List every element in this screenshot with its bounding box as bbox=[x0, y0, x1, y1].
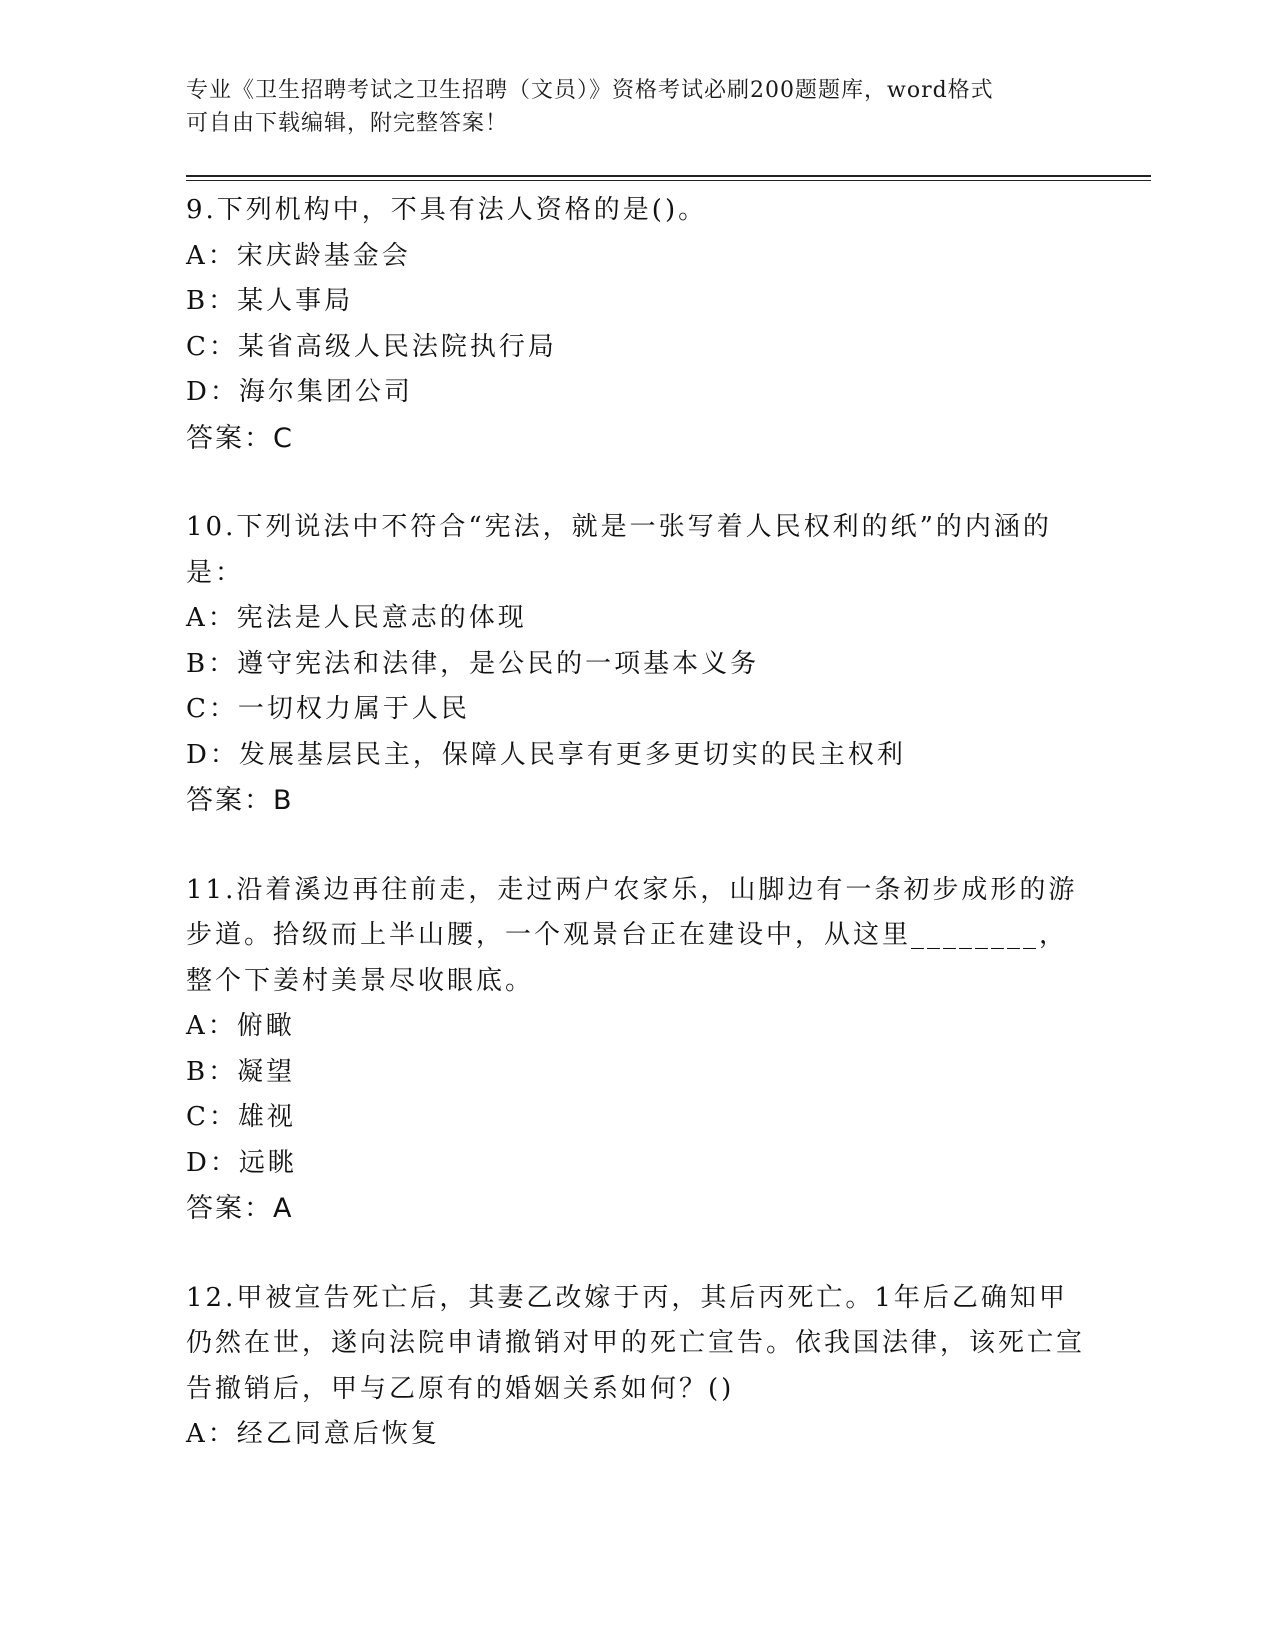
spacer bbox=[186, 1232, 1086, 1276]
option-a: A：宪法是人民意志的体现 bbox=[186, 603, 527, 633]
header-line-1: 专业《卫生招聘考试之卫生招聘（文员）》资格考试必刷200题题库，word格式 bbox=[186, 78, 994, 103]
header-divider bbox=[186, 175, 1151, 177]
answer-line: 答案：B bbox=[186, 785, 294, 816]
option-d: D：远眺 bbox=[186, 1147, 297, 1178]
option-a: A：宋庆龄基金会 bbox=[186, 240, 411, 271]
spacer bbox=[186, 461, 1086, 505]
option-d: D：发展基层民主，保障人民享有更多更切实的民主权利 bbox=[186, 739, 906, 770]
header-divider-thin bbox=[186, 180, 1151, 181]
option-a: A：经乙同意后恢复 bbox=[186, 1419, 440, 1449]
option-c: C：雄视 bbox=[186, 1102, 296, 1132]
document-header bbox=[186, 74, 1066, 140]
option-b: B：凝望 bbox=[186, 1056, 296, 1087]
spacer bbox=[186, 824, 1086, 868]
option-d: D：海尔集团公司 bbox=[186, 377, 413, 407]
answer-line: 答案：C bbox=[186, 422, 294, 454]
header-line-2: 可自由下载编辑，附完整答案！ bbox=[186, 111, 509, 136]
question-12 bbox=[186, 1276, 1086, 1458]
option-b: B：遵守宪法和法律，是公民的一项基本义务 bbox=[186, 648, 760, 679]
question-stem: 9.下列机构中，不具有法人资格的是()。 bbox=[186, 195, 708, 225]
option-a: A：俯瞰 bbox=[186, 1011, 295, 1041]
question-11 bbox=[186, 868, 1086, 1232]
question-list bbox=[186, 188, 1086, 1458]
question-stem: 10.下列说法中不符合“宪法，就是一张写着人民权利的纸”的内涵的是： bbox=[186, 512, 1052, 588]
option-c: C：一切权力属于人民 bbox=[186, 694, 470, 724]
question-10 bbox=[186, 505, 1086, 824]
option-b: B：某人事局 bbox=[186, 286, 354, 316]
question-9 bbox=[186, 188, 1086, 461]
option-c: C：某省高级人民法院执行局 bbox=[186, 331, 557, 362]
answer-line: 答案：A bbox=[186, 1193, 294, 1224]
question-stem: 11.沿着溪边再往前走，走过两户农家乐，山脚边有一条初步成形的游步道。拾级而上半山腰，一个观景台正在建设中，从这里________，整个下姜村美景尽收眼底。 bbox=[186, 874, 1078, 996]
question-stem: 12.甲被宣告死亡后，其妻乙改嫁于丙，其后丙死亡。1年后乙确知甲仍然在世，遂向法院申请撤销对甲的死亡宣告。依我国法律，该死亡宣告撤销后，甲与乙原有的婚姻关系如何？() bbox=[186, 1282, 1086, 1404]
